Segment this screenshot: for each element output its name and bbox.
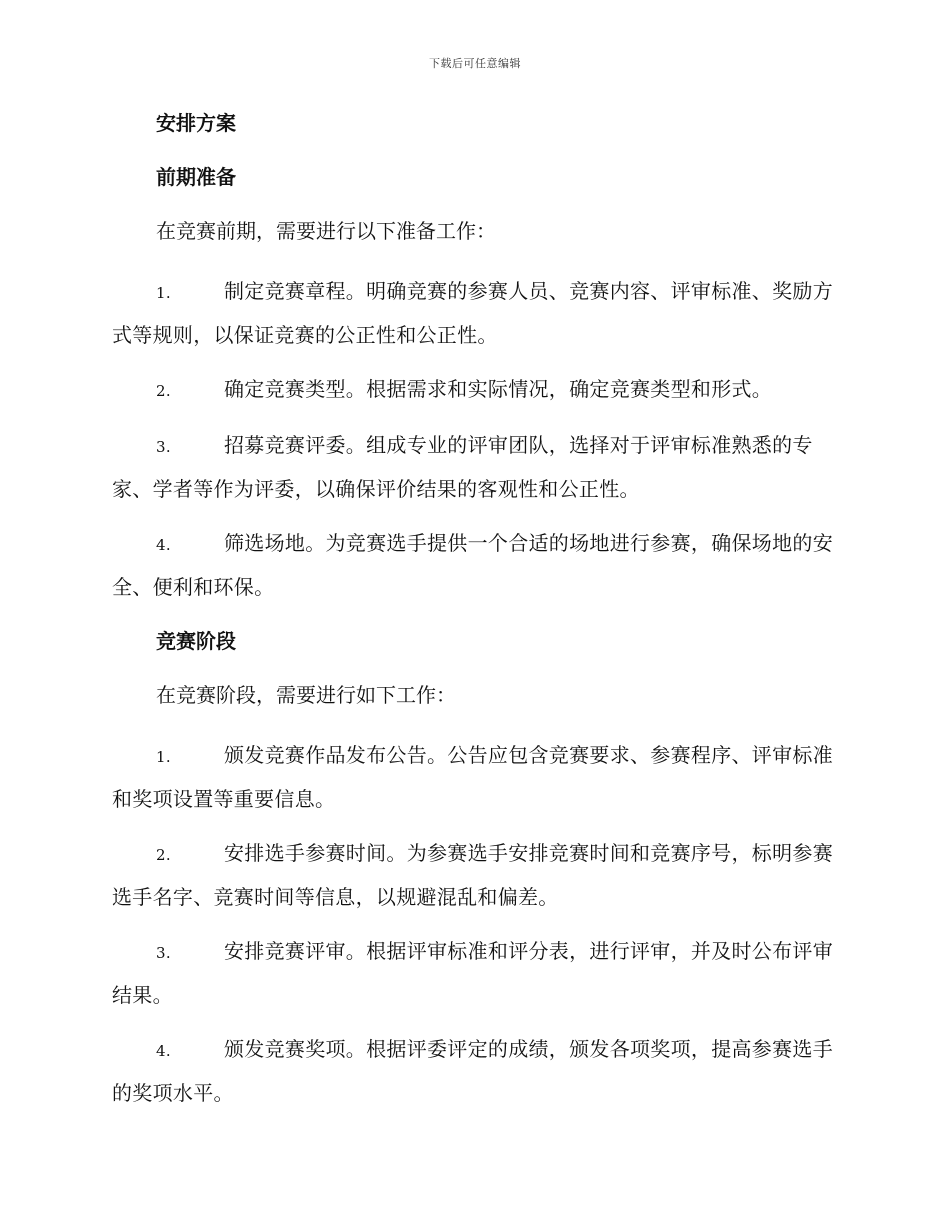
document-title: 安排方案 [156,111,236,135]
section-heading-competition: 竞赛阶段 [156,629,236,653]
list-item [112,1028,834,1114]
list-item-text: 颁发竞赛作品发布公告。公告应包含竞赛要求、参赛程序、评审标准和奖项设置等重要信息。 [112,743,833,811]
list-item [112,368,834,412]
list-item-text: 安排竞赛评审。根据评审标准和评分表，进行评审，并及时公布评审结果。 [112,939,833,1007]
list-item-number: 4. [156,1042,171,1060]
list-item [112,424,834,510]
section-intro-competition: 在竞赛阶段，需要进行如下工作： [156,683,456,707]
list-item-number: 3. [156,944,171,962]
list-item-text: 招募竞赛评委。组成专业的评审团队，选择对于评审标准熟悉的专家、学者等作为评委，以确保评价结果的客观性和公正性。 [112,433,813,501]
list-item-number: 3. [156,438,171,456]
list-item-number: 1. [156,748,171,766]
list-item-number: 2. [156,382,171,400]
section-heading-preparation: 前期准备 [156,165,236,189]
list-item-number: 1. [156,284,171,302]
header-note: 下载后可任意编辑 [429,57,521,70]
document-body [112,108,834,1126]
list-item-number: 4. [156,536,171,554]
list-item-text: 制定竞赛章程。明确竞赛的参赛人员、竞赛内容、评审标准、奖励方式等规则，以保证竞赛的公正性和公正性。 [112,279,833,347]
list-item [112,734,834,820]
list-item-number: 2. [156,846,171,864]
list-item [112,832,834,918]
list-item-text: 确定竞赛类型。根据需求和实际情况，确定竞赛类型和形式。 [224,377,773,401]
list-item-text: 筛选场地。为竞赛选手提供一个合适的场地进行参赛，确保场地的安全、便利和环保。 [112,531,833,599]
list-item [112,930,834,1016]
list-item [112,522,834,608]
list-item-text: 颁发竞赛奖项。根据评委评定的成绩，颁发各项奖项，提高参赛选手的奖项水平。 [112,1037,833,1105]
section-intro-preparation: 在竞赛前期，需要进行以下准备工作： [156,219,496,243]
list-item [112,270,834,356]
list-item-text: 安排选手参赛时间。为参赛选手安排竞赛时间和竞赛序号，标明参赛选手名字、竞赛时间等信息，以规避混乱和偏差。 [112,841,833,909]
